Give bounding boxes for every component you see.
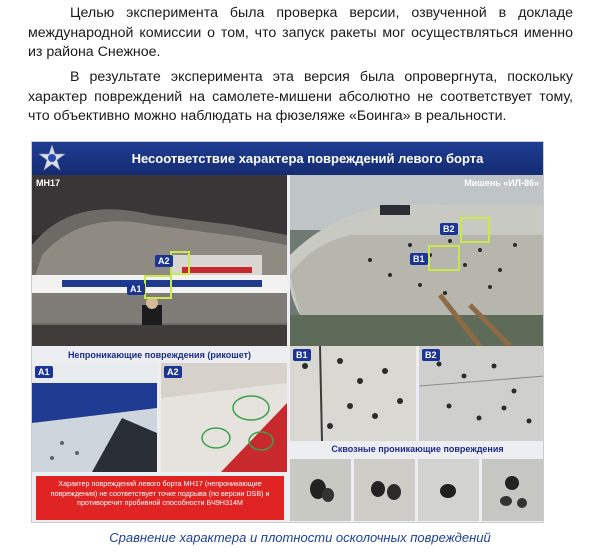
il86-tag: Мишень «ИЛ-86»	[464, 178, 539, 188]
slide-title: Несоответствие характера повреждений левого борта	[131, 151, 484, 166]
hole-closeup-4	[482, 459, 543, 521]
label-a1: A1	[127, 283, 145, 295]
closeup-label-a2: A2	[164, 366, 182, 378]
highlight-box-a1	[144, 275, 172, 299]
hole-closeup-1	[290, 459, 351, 521]
slide-header	[32, 142, 543, 175]
figure-caption: Сравнение характера и плотности осколочных повреждений	[109, 530, 491, 545]
highlight-box-b2	[460, 217, 490, 243]
label-b1: B1	[410, 253, 428, 265]
paragraph-2: В результате эксперимента эта версия была опровергнута, поскольку характер повреждений на самолете-мишени абсолютно не соответствует тому, что объективно можно наблюдать на фюзеляже «Боинга» в реальности.	[28, 69, 573, 124]
comparison-slide	[31, 141, 544, 523]
emblem-icon	[38, 144, 66, 172]
closeup-a2	[161, 363, 287, 472]
label-b2: B2	[440, 223, 458, 235]
hole-closeup-2	[354, 459, 415, 521]
paragraph-1: Целью эксперимента была проверка версии, озвученной в докладе международной комиссии о том, что запуск ракеты мог осуществляться именно из района Снежное.	[28, 5, 573, 60]
highlight-box-b1	[428, 245, 460, 271]
caption-ricochet: Непроникающие повреждения (рикошет)	[67, 350, 252, 360]
label-a2: A2	[155, 255, 173, 267]
closeup-a1	[32, 363, 157, 472]
closeup-label-b1: B1	[293, 349, 311, 361]
caption-penetrating: Сквозные проникающие повреждения	[331, 444, 504, 454]
mh17-photo	[32, 175, 287, 346]
closeup-label-a1: A1	[35, 366, 53, 378]
highlight-box-a2	[170, 251, 190, 275]
il86-target-photo	[290, 175, 544, 346]
hole-closeup-3	[418, 459, 479, 521]
closeup-label-b2: B2	[422, 349, 440, 361]
closeup-b2	[419, 346, 544, 441]
mh17-tag: MH17	[36, 178, 61, 188]
damage-note: Характер повреждений левого борта MH17 (непроникающие повреждения) не соответствует точке подрыва (по версии DSB) и противоречит пробивной способности БЧ9Н314М	[36, 476, 284, 520]
closeup-b1	[290, 346, 416, 441]
